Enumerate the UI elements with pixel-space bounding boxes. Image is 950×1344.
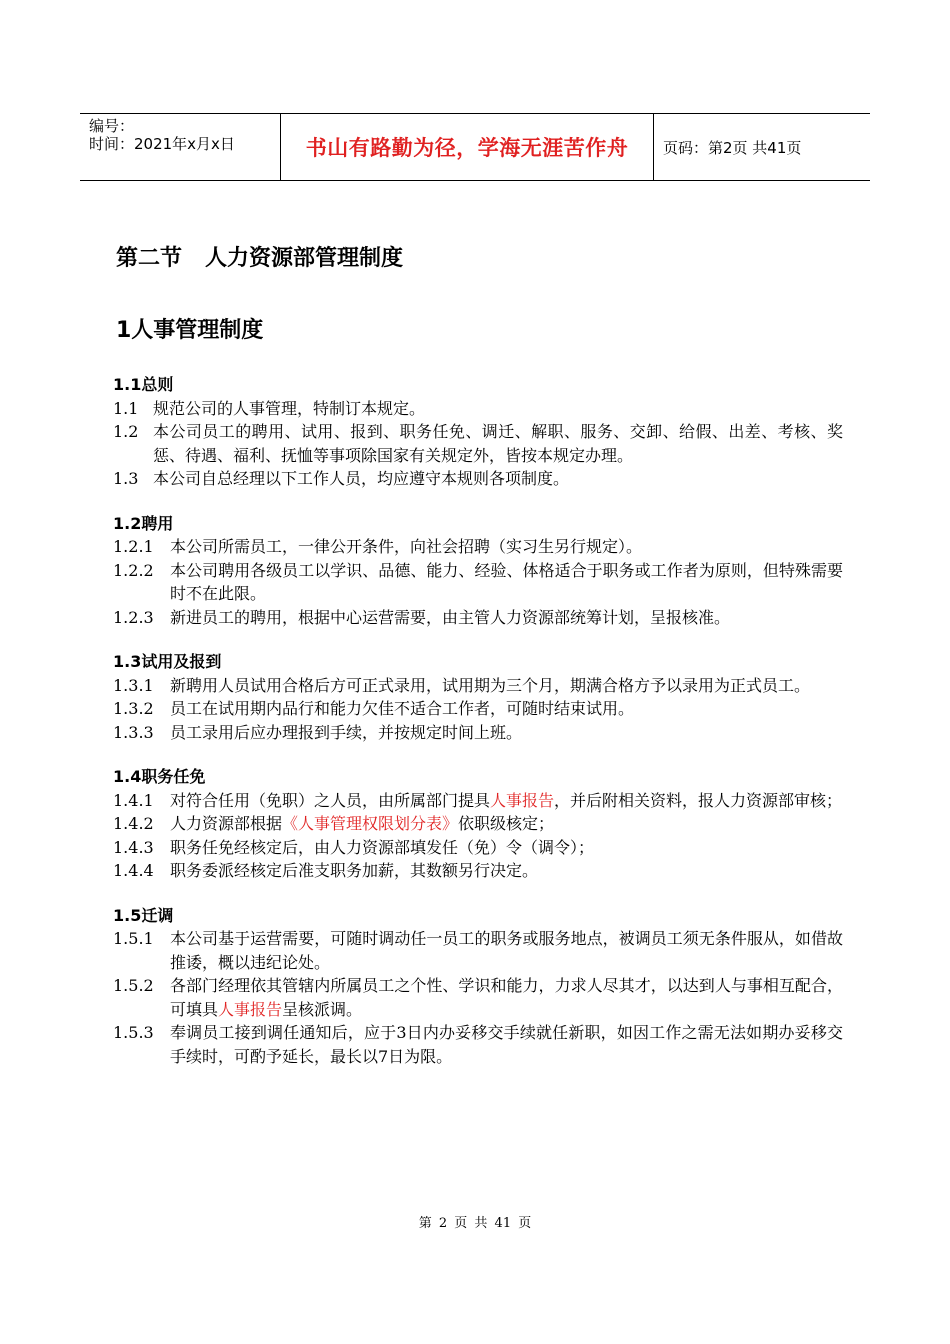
clause-number: 1.3.1 (113, 675, 159, 695)
clause-text-part: ，并后附相关资料，报人力资源部审核； (554, 790, 843, 810)
clause-text-part: 人力资源部根据 (170, 814, 283, 833)
clause-item (113, 467, 843, 491)
clause-text: 规范公司的人事管理，特制订本规定。 (153, 398, 426, 418)
clause-number: 1.3 (113, 469, 149, 488)
clause-item (113, 397, 843, 421)
clause-number: 1.4.1 (113, 790, 159, 810)
clause-item (113, 535, 843, 559)
subsection-title: 1.3试用及报到 (113, 652, 222, 671)
clause-item (113, 812, 843, 836)
clause-number: 1.5.2 (113, 976, 159, 995)
clause-text: 职务任免经核定后，由人力资源部填发任（免）令（调令）； (170, 837, 595, 857)
clause-text: 本公司自总经理以下工作人员，均应遵守本规则各项制度。 (153, 469, 570, 488)
chapter-title: 1人事管理制度 (116, 318, 264, 343)
page-footer: 第 2 页 共 41 页 (418, 1216, 532, 1231)
subsection-title: 1.5迁调 (113, 905, 174, 925)
clause-number: 1.3.2 (113, 699, 159, 718)
clause-item (113, 420, 843, 467)
clause-item (113, 789, 843, 813)
clause-text: 员工在试用期内品行和能力欠佳不适合工作者，可随时结束试用。 (170, 699, 635, 718)
header-meta-cell (80, 114, 281, 180)
clause-text: 本公司基于运营需要，可随时调动任一员工的职务或服务地点，被调员工须无条件服从，如借故推诿，概以违纪论处。 (170, 929, 843, 972)
clause-item (113, 859, 843, 883)
subsection-title: 1.2聘用 (113, 513, 174, 533)
clause-item (113, 559, 843, 606)
clause-number: 1.4.3 (113, 837, 159, 857)
clause-text (170, 789, 843, 813)
clause-number: 1.2 (113, 422, 144, 441)
personnel-report-reference: 人事报告 (218, 999, 283, 1019)
subsection-title: 1.4职务任免 (113, 767, 206, 786)
clause-text: 本公司聘用各级员工以学识、品德、能力、经验、体格适合于职务或工作者为原则，但特殊需要时不在此限。 (170, 560, 843, 603)
clause-item (113, 836, 843, 860)
subsection-title: 1.1总则 (113, 375, 174, 394)
clause-text: 本公司员工的聘用、试用、报到、职务任免、调迁、解职、服务、交卸、给假、出差、考核、奖惩、待遇、福利、抚恤等事项除国家有关规定外，皆按本规定办理。 (153, 422, 843, 465)
clause-item (113, 1021, 843, 1068)
document-body (113, 373, 843, 1068)
clause-text: 本公司所需员工，一律公开条件，向社会招聘（实习生另行规定）。 (170, 537, 643, 556)
clause-item (113, 674, 843, 698)
clause-item (113, 927, 843, 974)
clause-text: 员工录用后应办理报到手续，并按规定时间上班。 (170, 722, 523, 742)
clause-text (170, 974, 843, 1021)
clause-number: 1.4.4 (113, 861, 159, 880)
clause-text: 职务委派经核定后准支职务加薪，其数额另行决定。 (170, 861, 539, 880)
clause-number: 1.3.3 (113, 722, 159, 742)
clause-number: 1.2.2 (113, 560, 159, 580)
document-time-label: 时间：2021年x月x日 (89, 135, 235, 153)
clause-number: 1.4.2 (113, 814, 159, 833)
clause-number: 1.2.3 (113, 607, 159, 627)
clause-number: 1.5.3 (113, 1023, 159, 1042)
clause-text-part: 各部门经理依其管辖内所属员工之个性、学识和能力，力求人尽其才，以达到人与事相互配合，可填具 (170, 976, 843, 1019)
clause-text-part: 呈核派调。 (282, 999, 363, 1019)
personnel-report-reference: 人事报告 (490, 790, 555, 810)
clause-item (113, 697, 843, 721)
clause-item (113, 606, 843, 630)
clause-number: 1.1 (113, 398, 144, 418)
header-page-info: 页码：第2页 共41页 (663, 138, 802, 157)
authority-table-reference: 《人事管理权限划分表》 (282, 814, 459, 833)
clause-text: 奉调员工接到调任通知后，应于3日内办妥移交手续就任新职，如因工作之需无法如期办妥移交手续时，可酌予延长，最长以7日为限。 (170, 1023, 843, 1066)
clause-text-part: 对符合任用（免职）之人员，由所属部门提具 (170, 790, 491, 810)
clause-text-part: 依职级核定； (458, 814, 555, 833)
document-header-table (80, 113, 870, 181)
clause-item (113, 721, 843, 745)
clause-number: 1.5.1 (113, 929, 159, 948)
clause-text: 新聘用人员试用合格后方可正式录用，试用期为三个月，期满合格方予以录用为正式员工。 (170, 675, 811, 695)
clause-number: 1.2.1 (113, 537, 159, 556)
clause-text (170, 812, 843, 836)
clause-text: 新进员工的聘用，根据中心运营需要，由主管人力资源部统筹计划，呈报核准。 (170, 607, 731, 627)
section-title: 第二节 人力资源部管理制度 (116, 246, 403, 271)
document-number-label: 编号： (89, 117, 135, 135)
header-motto: 书山有路勤为径，学海无涯苦作舟 (281, 114, 654, 180)
clause-item (113, 974, 843, 1021)
